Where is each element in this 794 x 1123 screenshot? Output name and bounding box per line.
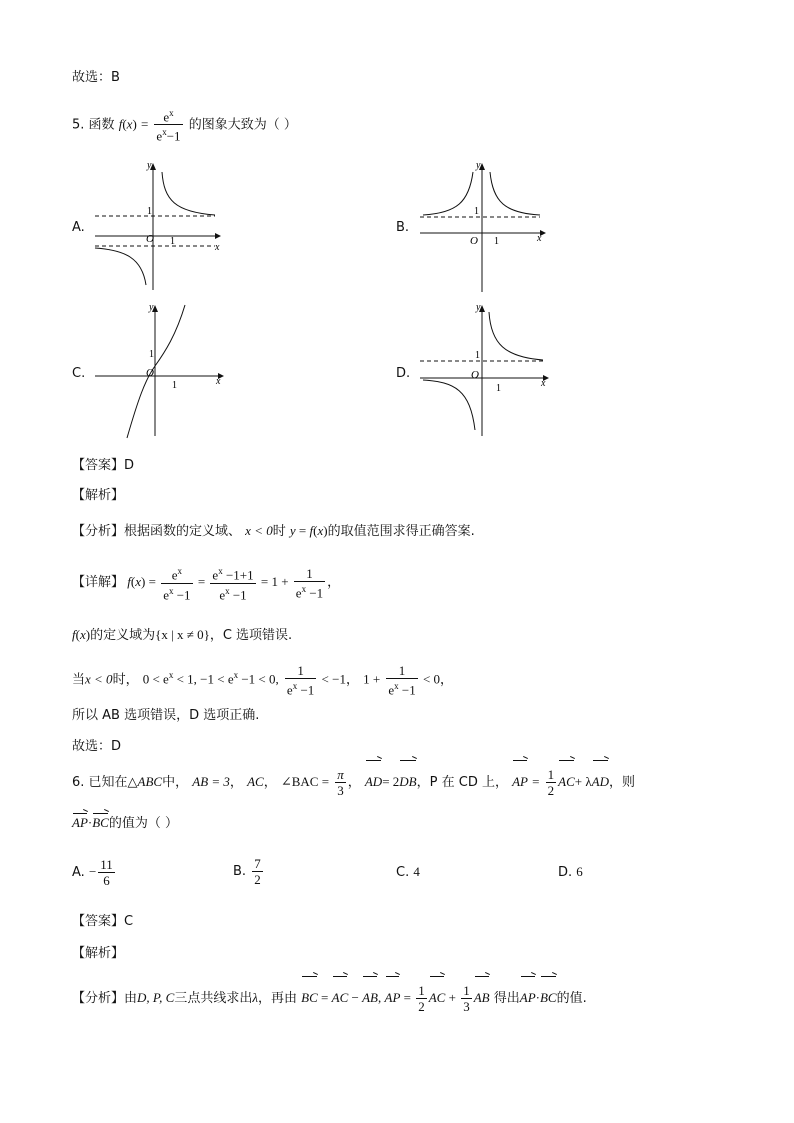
- svg-text:x: x: [537, 233, 542, 244]
- svg-text:y: y: [476, 160, 481, 171]
- svg-text:y: y: [149, 302, 154, 313]
- svg-text:1: 1: [475, 350, 480, 361]
- q5-ineq-line: 当x < 0时， $0 < e^x < 1$, $-1 < e^x -1 < 0$, $\frac{1}{e^x -1}$ < −1， 1 + $\frac{1}{e^x -1}$ < 0，: [72, 662, 454, 697]
- q6-stem-line2: AP·BC的值为（ ）: [72, 815, 178, 831]
- q5-graph-c: [90, 300, 230, 440]
- q6-stem-line1: 6. 已知在△ABC中， AB = 3， AC， ∠BAC = $\frac{\pi}{3}$ ， AD= 2DB，P 在 CD 上， AP = $\frac{1}{2}$ AC+ λAD，则: [72, 762, 635, 803]
- answer-tag: 【答案】: [72, 458, 125, 473]
- svg-text:O: O: [146, 367, 154, 379]
- q4-choice-prefix: 故选：: [72, 70, 112, 85]
- q5-option-b-label: B.: [396, 220, 410, 235]
- q6-fenxi-line: 【分析】由D, P, C三点共线求出λ，再由 BC = AC − AB, AP = $\frac{1}{2}$ AC + $\frac{1}{3}$ AB 得出AP·BC的值.: [72, 978, 587, 1019]
- q5-var: x: [126, 116, 133, 132]
- q5-den: e: [156, 128, 163, 144]
- svg-text:1: 1: [474, 206, 479, 217]
- q5-fenxi-line: 【分析】根据函数的定义域、 x < 0时 y = f(x)的取值范围求得正确答案.: [72, 523, 475, 539]
- curve-right: [490, 172, 540, 215]
- svg-text:y: y: [476, 302, 481, 313]
- svg-text:1: 1: [172, 380, 177, 391]
- q5-graph-a: [90, 160, 225, 295]
- svg-text:x: x: [216, 376, 221, 387]
- svg-text:1: 1: [170, 236, 175, 247]
- q5-graph-b: [415, 160, 550, 295]
- q5-option-c-label: C.: [72, 366, 86, 381]
- q5-detail-line: 【详解】 f(x) = $\frac{e^x}{e^x -1}$ = $\frac{e^x -1+1}{e^x -1}$ = 1 + $\frac{1}{e^x -1}$ ，: [72, 565, 341, 602]
- q5-domain-line: f(x)的定义域为{x | x ≠ 0}，C 选项错误.: [72, 627, 293, 643]
- q6-option-a: A. − $\frac{11}{6}$: [72, 857, 113, 888]
- svg-text:1: 1: [149, 349, 154, 360]
- q5-answer-line: [72, 454, 134, 473]
- q5-num: e: [163, 109, 170, 125]
- q5-stem-b: 的图象大致为（ ）: [188, 117, 297, 133]
- curve-right: [162, 172, 215, 215]
- q5-analysis-tag: 【解析】: [72, 488, 125, 503]
- q5-stem-a: 函数: [88, 117, 115, 133]
- q5-stem: 5. 函数 f(x) = $\frac{e^x}{e^x-1}$ 的图象大致为（ ）: [72, 108, 297, 144]
- q6-option-c: C. 4: [396, 864, 420, 880]
- q5-fraction: [154, 106, 182, 144]
- q4-choice-line: [72, 66, 120, 85]
- curve-right: [489, 312, 543, 360]
- q5-option-d-label: D.: [396, 366, 411, 381]
- curve-left: [423, 172, 473, 215]
- q5-choice-line: 故选：D: [72, 739, 122, 754]
- svg-text:1: 1: [496, 383, 501, 394]
- curve-left: [95, 248, 146, 285]
- svg-text:O: O: [470, 235, 478, 247]
- curve: [127, 305, 185, 438]
- svg-text:x: x: [541, 378, 546, 389]
- q5-func: f: [118, 116, 123, 132]
- q5-answer: D: [124, 458, 135, 473]
- svg-text:y: y: [147, 160, 152, 171]
- q5-den-sup: x: [162, 127, 167, 138]
- q4-choice: B: [111, 70, 120, 85]
- curve-left: [423, 380, 475, 430]
- svg-text:1: 1: [494, 236, 499, 247]
- q5-number: 5.: [72, 117, 85, 133]
- q6-analysis-tag: 【解析】: [72, 946, 125, 961]
- svg-text:O: O: [471, 369, 479, 381]
- q5-num-sup: x: [169, 108, 174, 118]
- q5-conclusion: 所以 AB 选项错误，D 选项正确.: [72, 708, 260, 723]
- q6-option-d: D. 6: [558, 864, 583, 880]
- svg-text:O: O: [146, 233, 154, 245]
- q6-option-b: B. $\frac{7}{2}$: [233, 856, 261, 887]
- svg-text:x: x: [215, 242, 220, 253]
- q6-answer-line: 【答案】C: [72, 914, 134, 929]
- q5-den-tail: −1: [166, 128, 181, 144]
- q5-eq: =: [140, 116, 149, 132]
- q5-graph-d: [415, 300, 555, 440]
- svg-text:1: 1: [147, 206, 152, 217]
- q5-option-a-label: A.: [72, 220, 85, 235]
- x-axis-arrow: [215, 233, 221, 239]
